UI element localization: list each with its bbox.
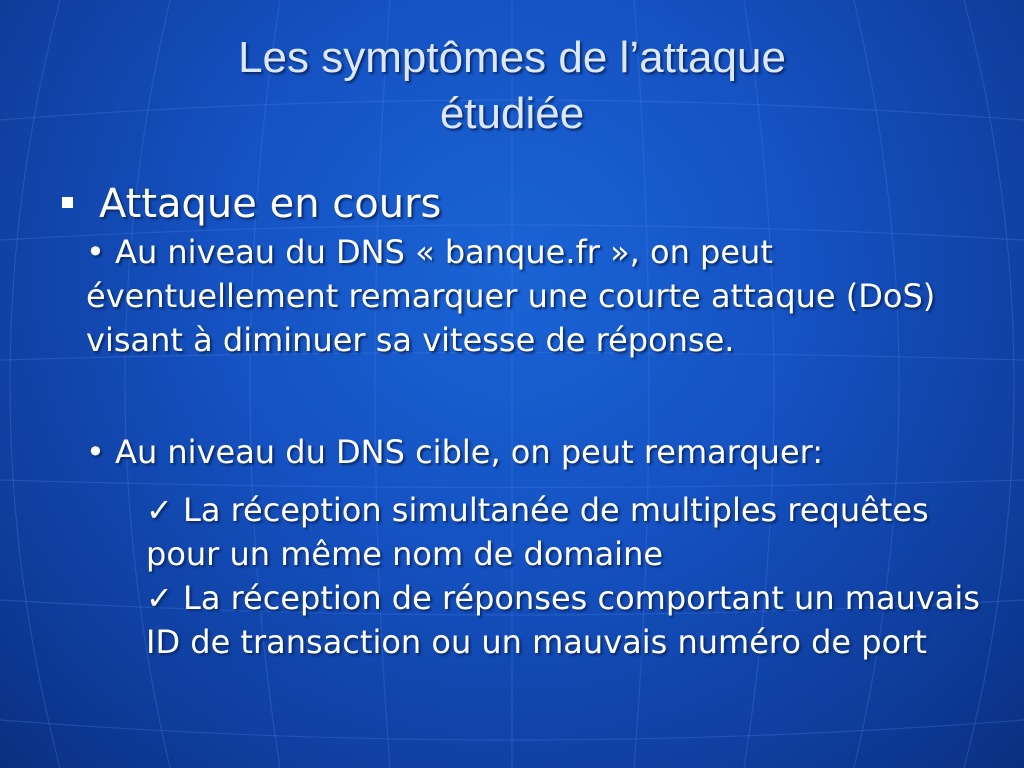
check-item-reponses-mauvais-id: ✓ La réception de réponses comportant un mauvais ID de transaction ou un mauvais numéro de port bbox=[146, 579, 980, 661]
check-list bbox=[146, 488, 986, 664]
sub-bullet-dns-cible: • Au niveau du DNS cible, on peut remarquer: bbox=[86, 433, 823, 471]
check-item-reception-multiple: ✓ La réception simultanée de multiples requêtes pour un même nom de domaine bbox=[146, 491, 929, 573]
square-bullet-icon bbox=[62, 197, 73, 208]
slide-title-line1: Les symptômes de l’attaque bbox=[238, 33, 786, 82]
bullet-heading-text: Attaque en cours bbox=[99, 181, 442, 227]
slide-title-line2: étudiée bbox=[439, 89, 585, 138]
sub-bullet-banque: • Au niveau du DNS « banque.fr », on peut éventuellement remarquer une courte attaque (DoS) visant à diminuer sa vitesse de réponse. bbox=[86, 233, 936, 359]
slide-title bbox=[0, 30, 1024, 142]
bullet-heading bbox=[62, 180, 441, 228]
